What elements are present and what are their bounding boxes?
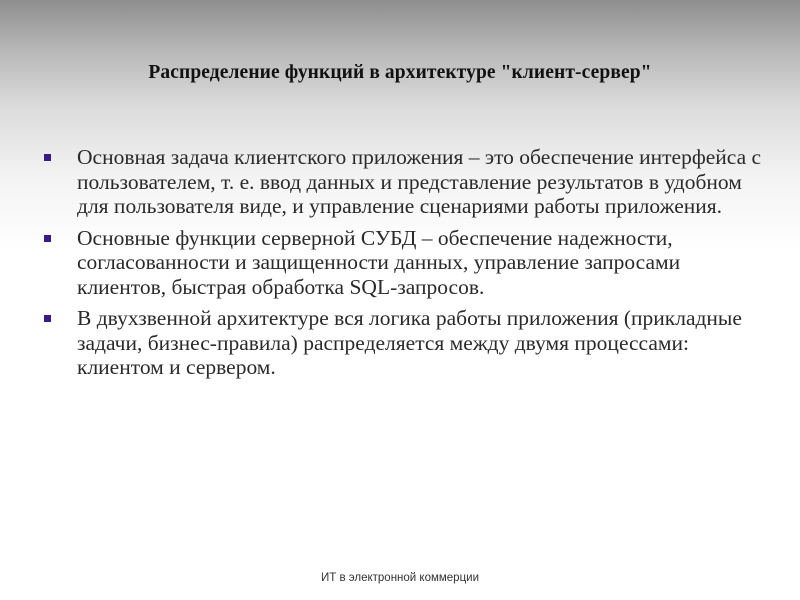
bullet-text: Основная задача клиентского приложения – это обеспечение интерфейса с пользователем, т. е. ввод данных и представление результатов в удобном для пользователя виде, и управление сценариями работы приложения.	[77, 145, 762, 218]
bullet-text: В двухзвенной архитектуре вся логика работы приложения (прикладные задачи, бизнес-правила) распределяется между двумя процессами: клиентом и сервером.	[77, 306, 742, 379]
bullet-item	[44, 306, 764, 380]
bullet-item	[44, 145, 764, 219]
square-bullet-icon	[44, 235, 51, 242]
bullet-item	[44, 226, 764, 300]
bullet-list	[44, 145, 764, 387]
bullet-text: Основные функции серверной СУБД – обеспечение надежности, согласованности и защищенности данных, управление запросами клиентов, быстрая обработка SQL-запросов.	[77, 225, 681, 299]
square-bullet-icon	[44, 315, 51, 322]
slide-footer: ИТ в электронной коммерции	[320, 572, 480, 584]
slide-title: Распределение функций в архитектуре "клиент-сервер"	[148, 62, 652, 83]
square-bullet-icon	[44, 154, 51, 161]
